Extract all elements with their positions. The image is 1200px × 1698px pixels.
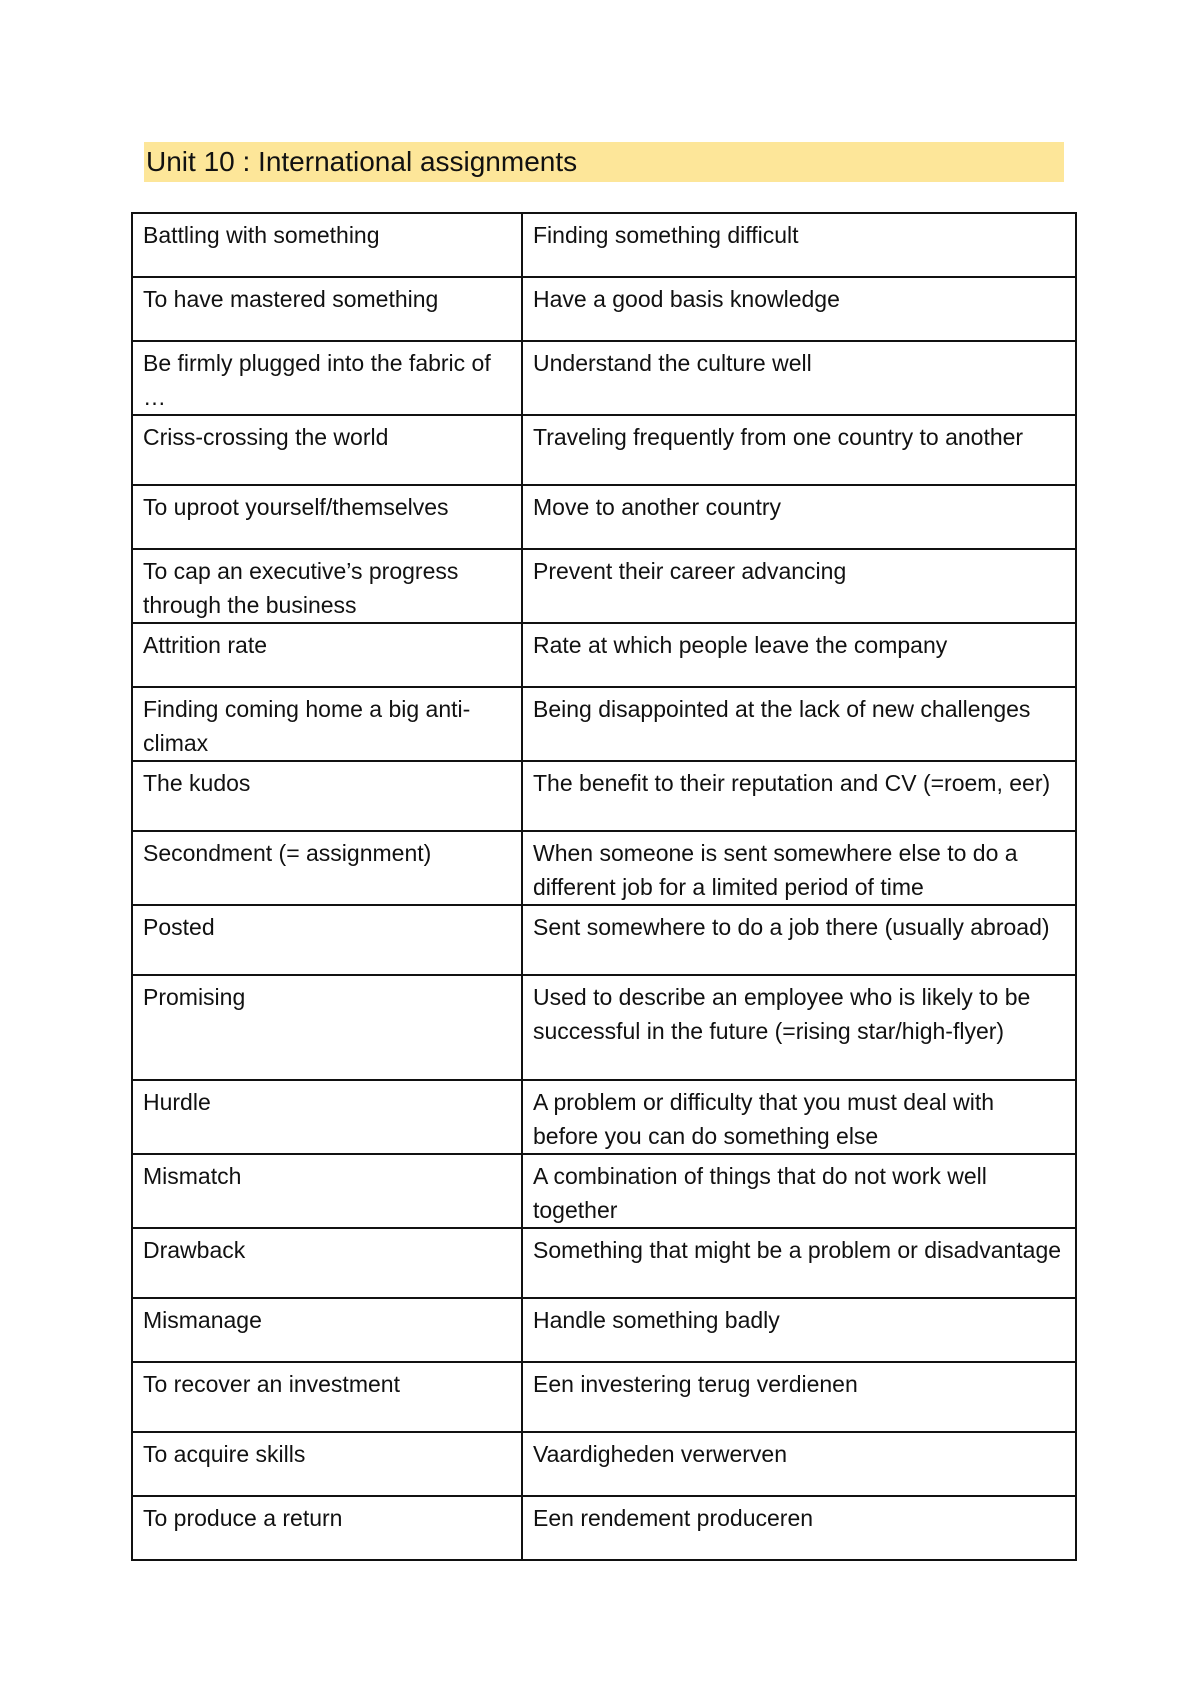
term-cell: To recover an investment <box>132 1362 522 1432</box>
definition-cell: Een rendement produceren <box>522 1496 1076 1560</box>
term-cell: To acquire skills <box>132 1432 522 1496</box>
definition-cell: Prevent their career advancing <box>522 549 1076 623</box>
definition-cell: The benefit to their reputation and CV (=roem, eer) <box>522 761 1076 831</box>
definition-cell: Traveling frequently from one country to another <box>522 415 1076 485</box>
term-cell: The kudos <box>132 761 522 831</box>
definition-cell: Vaardigheden verwerven <box>522 1432 1076 1496</box>
table-row <box>132 831 1076 905</box>
table-row <box>132 905 1076 975</box>
term-cell: Secondment (= assignment) <box>132 831 522 905</box>
term-cell: Be firmly plugged into the fabric of … <box>132 341 522 415</box>
vocabulary-table <box>131 212 1077 1561</box>
term-cell: Posted <box>132 905 522 975</box>
term-cell: To cap an executive’s progress through the business <box>132 549 522 623</box>
term-cell: To have mastered something <box>132 277 522 341</box>
table-row <box>132 1154 1076 1228</box>
term-cell: Battling with something <box>132 213 522 277</box>
term-cell: Drawback <box>132 1228 522 1298</box>
definition-cell: Sent somewhere to do a job there (usually abroad) <box>522 905 1076 975</box>
table-row <box>132 623 1076 687</box>
table-row <box>132 341 1076 415</box>
table-row <box>132 1362 1076 1432</box>
table-row <box>132 485 1076 549</box>
table-row <box>132 213 1076 277</box>
table-row <box>132 1496 1076 1560</box>
term-cell: Criss-crossing the world <box>132 415 522 485</box>
term-cell: To produce a return <box>132 1496 522 1560</box>
definition-cell: Finding something difficult <box>522 213 1076 277</box>
table-row <box>132 277 1076 341</box>
vocabulary-table-body <box>132 213 1076 1560</box>
definition-cell: Understand the culture well <box>522 341 1076 415</box>
table-row <box>132 549 1076 623</box>
definition-cell: Have a good basis knowledge <box>522 277 1076 341</box>
table-row <box>132 761 1076 831</box>
table-row <box>132 975 1076 1080</box>
definition-cell: When someone is sent somewhere else to do a different job for a limited period of time <box>522 831 1076 905</box>
table-row <box>132 1298 1076 1362</box>
definition-cell: A problem or difficulty that you must deal with before you can do something else <box>522 1080 1076 1154</box>
definition-cell: Something that might be a problem or disadvantage <box>522 1228 1076 1298</box>
definition-cell: A combination of things that do not work well together <box>522 1154 1076 1228</box>
table-row <box>132 687 1076 761</box>
definition-cell: Used to describe an employee who is likely to be successful in the future (=rising star/high-flyer) <box>522 975 1076 1080</box>
table-row <box>132 415 1076 485</box>
term-cell: Attrition rate <box>132 623 522 687</box>
term-cell: Mismanage <box>132 1298 522 1362</box>
term-cell: To uproot yourself/themselves <box>132 485 522 549</box>
page-title: Unit 10 : International assignments <box>144 142 1064 182</box>
table-row <box>132 1228 1076 1298</box>
definition-cell: Een investering terug verdienen <box>522 1362 1076 1432</box>
definition-cell: Handle something badly <box>522 1298 1076 1362</box>
table-row <box>132 1080 1076 1154</box>
definition-cell: Being disappointed at the lack of new challenges <box>522 687 1076 761</box>
term-cell: Mismatch <box>132 1154 522 1228</box>
term-cell: Promising <box>132 975 522 1080</box>
definition-cell: Move to another country <box>522 485 1076 549</box>
term-cell: Finding coming home a big anti-climax <box>132 687 522 761</box>
table-row <box>132 1432 1076 1496</box>
term-cell: Hurdle <box>132 1080 522 1154</box>
definition-cell: Rate at which people leave the company <box>522 623 1076 687</box>
